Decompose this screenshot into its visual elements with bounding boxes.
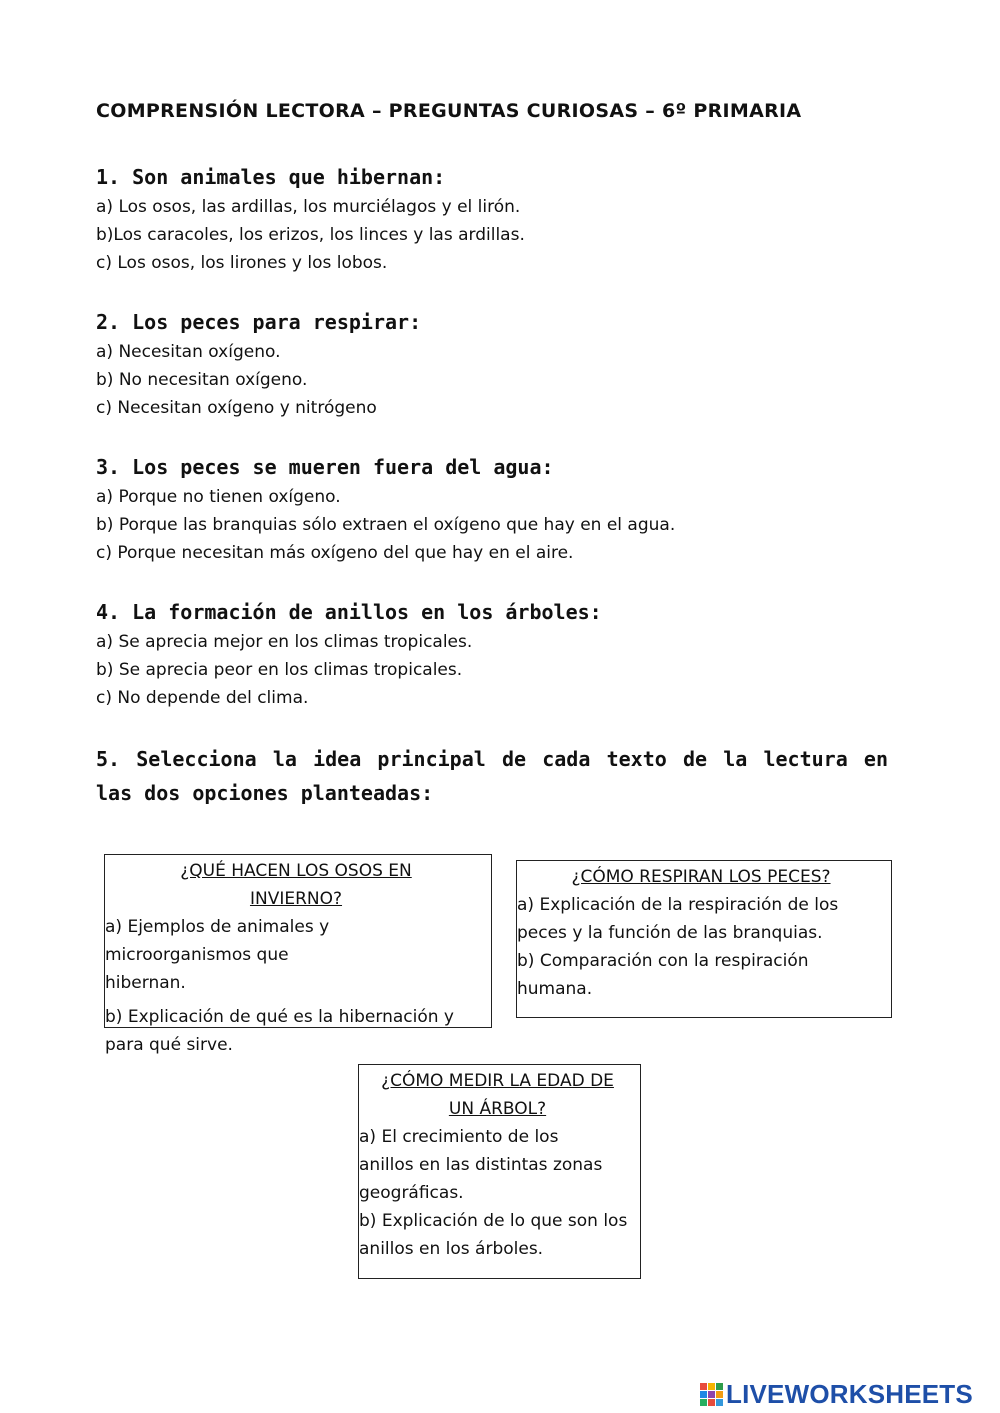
box-tree-age xyxy=(358,1064,641,1279)
box-fish-breathing xyxy=(516,860,892,1018)
box-option-b[interactable]: b) Explicación de qué es la hibernación y para qué sirve. xyxy=(105,1007,454,1055)
question-heading: 3. Los peces se mueren fuera del agua: xyxy=(96,455,554,479)
box-title: ¿CÓMO RESPIRAN LOS PECES? xyxy=(571,867,831,887)
question-5-heading: 5. Selecciona la idea principal de cada texto de la lectura en las dos opciones planteadas: xyxy=(96,747,888,805)
liveworksheets-logo xyxy=(700,1378,973,1410)
box-option-a[interactable]: a) Explicación de la respiración de los peces y la función de las branquias. xyxy=(517,895,839,943)
box-option-a[interactable]: a) El crecimiento de los anillos en las distintas zonas geográficas. xyxy=(359,1127,603,1203)
box-option-b[interactable]: b) Explicación de lo que son los anillos en los árboles. xyxy=(359,1211,628,1259)
answer-option[interactable]: a) Se aprecia mejor en los climas tropicales. xyxy=(96,632,473,652)
answer-option[interactable]: a) Necesitan oxígeno. xyxy=(96,342,281,362)
question-heading: 2. Los peces para respirar: xyxy=(96,310,422,334)
answer-option[interactable]: a) Porque no tienen oxígeno. xyxy=(96,487,341,507)
box-option-b[interactable]: b) Comparación con la respiración humana. xyxy=(517,951,809,999)
answer-option[interactable]: b) Porque las branquias sólo extraen el oxígeno que hay en el agua. xyxy=(96,515,676,535)
question-2 xyxy=(96,310,421,422)
question-heading: 1. Son animales que hibernan: xyxy=(96,165,446,189)
answer-option[interactable]: c) Necesitan oxígeno y nitrógeno xyxy=(96,398,377,418)
box-title: ¿CÓMO MEDIR LA EDAD DE UN ÁRBOL? xyxy=(381,1071,614,1119)
logo-text: LIVEWORKSHEETS xyxy=(726,1378,973,1409)
box-bears-winter xyxy=(104,854,492,1055)
question-3 xyxy=(96,455,675,567)
box-title: ¿QUÉ HACEN LOS OSOS EN INVIERNO? xyxy=(180,861,412,909)
answer-option[interactable]: c) No depende del clima. xyxy=(96,688,309,708)
question-4 xyxy=(96,600,602,712)
answer-option[interactable]: b)Los caracoles, los erizos, los linces y las ardillas. xyxy=(96,225,525,245)
question-1 xyxy=(96,165,525,277)
answer-option[interactable]: c) Porque necesitan más oxígeno del que hay en el aire. xyxy=(96,543,574,563)
question-heading: 4. La formación de anillos en los árboles: xyxy=(96,600,602,624)
worksheet-title: COMPRENSIÓN LECTORA – PREGUNTAS CURIOSAS – 6º PRIMARIA xyxy=(96,100,802,122)
box-option-a[interactable]: a) Ejemplos de animales y microorganismos que hibernan. xyxy=(105,917,330,993)
answer-option[interactable]: b) Se aprecia peor en los climas tropicales. xyxy=(96,660,463,680)
answer-option[interactable]: b) No necesitan oxígeno. xyxy=(96,370,308,390)
liveworksheets-logo-icon xyxy=(700,1383,723,1406)
answer-option[interactable]: c) Los osos, los lirones y los lobos. xyxy=(96,253,388,273)
answer-option[interactable]: a) Los osos, las ardillas, los murciélagos y el lirón. xyxy=(96,197,521,217)
